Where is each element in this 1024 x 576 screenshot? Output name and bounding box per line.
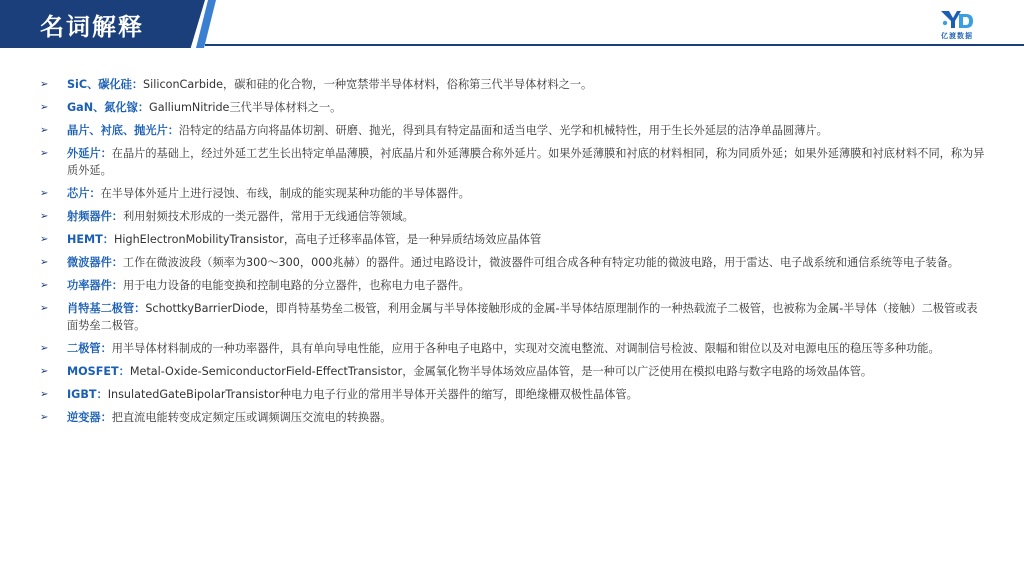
term-description: HighElectronMobilityTransistor，高电子迁移率晶体管，是一种异质结场效应晶体管: [113, 233, 542, 246]
arrow-bullet-icon: ➢: [40, 125, 49, 136]
arrow-bullet-icon: ➢: [40, 188, 49, 199]
term-description: 用于电力设备的电能变换和控制电路的分立器件，也称电力电子器件。: [122, 279, 470, 292]
list-item: [40, 231, 985, 248]
arrow-bullet-icon: ➢: [40, 234, 49, 245]
list-item: [40, 277, 985, 294]
term-label: SiC、碳化硅：: [67, 78, 144, 91]
term-label: 二极管：: [67, 342, 112, 355]
term-label: 外延片：: [67, 147, 112, 160]
arrow-bullet-icon: ➢: [40, 211, 49, 222]
arrow-bullet-icon: ➢: [40, 412, 49, 423]
arrow-bullet-icon: ➢: [40, 343, 49, 354]
term-label: GaN、氮化镓：: [67, 101, 150, 114]
term-description: Metal-Oxide-SemiconductorField-EffectTransistor，金属氧化物半导体场效应晶体管，是一种可以广泛使用在模拟电路与数字电路的场效晶体管。: [129, 365, 873, 378]
term-label: 晶片、衬底、抛光片：: [67, 124, 179, 137]
term-description: InsulatedGateBipolarTransistor种电力电子行业的常用半导体开关器件的缩写，即绝缘栅双极性晶体管。: [107, 388, 638, 401]
logo-text: 亿渡数据: [941, 32, 973, 40]
list-item: [40, 340, 985, 357]
arrow-bullet-icon: ➢: [40, 389, 49, 400]
term-description: GalliumNitride三代半导体材料之一。: [149, 101, 342, 114]
term-label: MOSFET：: [67, 365, 130, 378]
list-item: [40, 122, 985, 139]
term-label: 微波器件：: [67, 256, 123, 269]
header-bar: [0, 0, 1024, 48]
term-label: 芯片：: [67, 187, 101, 200]
arrow-bullet-icon: ➢: [40, 79, 49, 90]
list-item: [40, 300, 985, 334]
term-label: 肖特基二极管：: [67, 302, 146, 315]
arrow-bullet-icon: ➢: [40, 280, 49, 291]
header-divider-line: [205, 44, 1024, 46]
list-item: [40, 386, 985, 403]
term-description: 利用射频技术形成的一类元器件，常用于无线通信等领域。: [122, 210, 414, 223]
arrow-bullet-icon: ➢: [40, 148, 49, 159]
term-description: 沿特定的结晶方向将晶体切割、研磨、抛光，得到具有特定晶面和适当电学、光学和机械特性，用于生长外延层的洁净单晶圆薄片。: [178, 124, 828, 137]
brand-logo: [932, 8, 982, 44]
list-item: [40, 254, 985, 271]
term-description: SchottkyBarrierDiode，即肖特基势垒二极管，利用金属与半导体接触形成的金属-半导体结原理制作的一种热载流子二极管，也被称为金属-半导体（接触）二极管或表面势垒二极管。: [67, 302, 978, 332]
list-item: [40, 409, 985, 426]
list-item: [40, 76, 985, 93]
arrow-bullet-icon: ➢: [40, 366, 49, 377]
term-label: 功率器件：: [67, 279, 123, 292]
arrow-bullet-icon: ➢: [40, 102, 49, 113]
list-item: [40, 99, 985, 116]
logo-mark-icon: [939, 8, 975, 30]
page-title: 名词解释: [40, 13, 144, 41]
term-description: 在晶片的基础上，经过外延工艺生长出特定单晶薄膜，衬底晶片和外延薄膜合称外延片。如果外延薄膜和衬底的材料相同，称为同质外延；如果外延薄膜和衬底材料不同，称为异质外延。: [67, 147, 985, 177]
list-item: [40, 185, 985, 202]
term-description: 把直流电能转变成定频定压或调频调压交流电的转换器。: [111, 411, 392, 424]
list-item: [40, 363, 985, 380]
term-label: 射频器件：: [67, 210, 123, 223]
term-description: 在半导体外延片上进行浸蚀、布线，制成的能实现某种功能的半导体器件。: [100, 187, 470, 200]
arrow-bullet-icon: ➢: [40, 303, 49, 314]
term-label: 逆变器：: [67, 411, 112, 424]
arrow-bullet-icon: ➢: [40, 257, 49, 268]
term-label: HEMT：: [67, 233, 114, 246]
list-item: [40, 145, 985, 179]
term-label: IGBT：: [67, 388, 108, 401]
term-description: 工作在微波波段（频率为300～300，000兆赫）的器件。通过电路设计，微波器件可组合成各种有特定功能的微波电路，用于雷达、电子战系统和通信系统等电子装备。: [122, 256, 959, 269]
terms-list: [40, 76, 985, 432]
term-description: 用半导体材料制成的一种功率器件，具有单向导电性能，应用于各种电子电路中，实现对交流电整流、对调制信号检波、限幅和钳位以及对电源电压的稳压等多种功能。: [111, 342, 940, 355]
list-item: [40, 208, 985, 225]
term-description: SiliconCarbide，碳和硅的化合物，一种宽禁带半导体材料，俗称第三代半导体材料之一。: [143, 78, 593, 91]
